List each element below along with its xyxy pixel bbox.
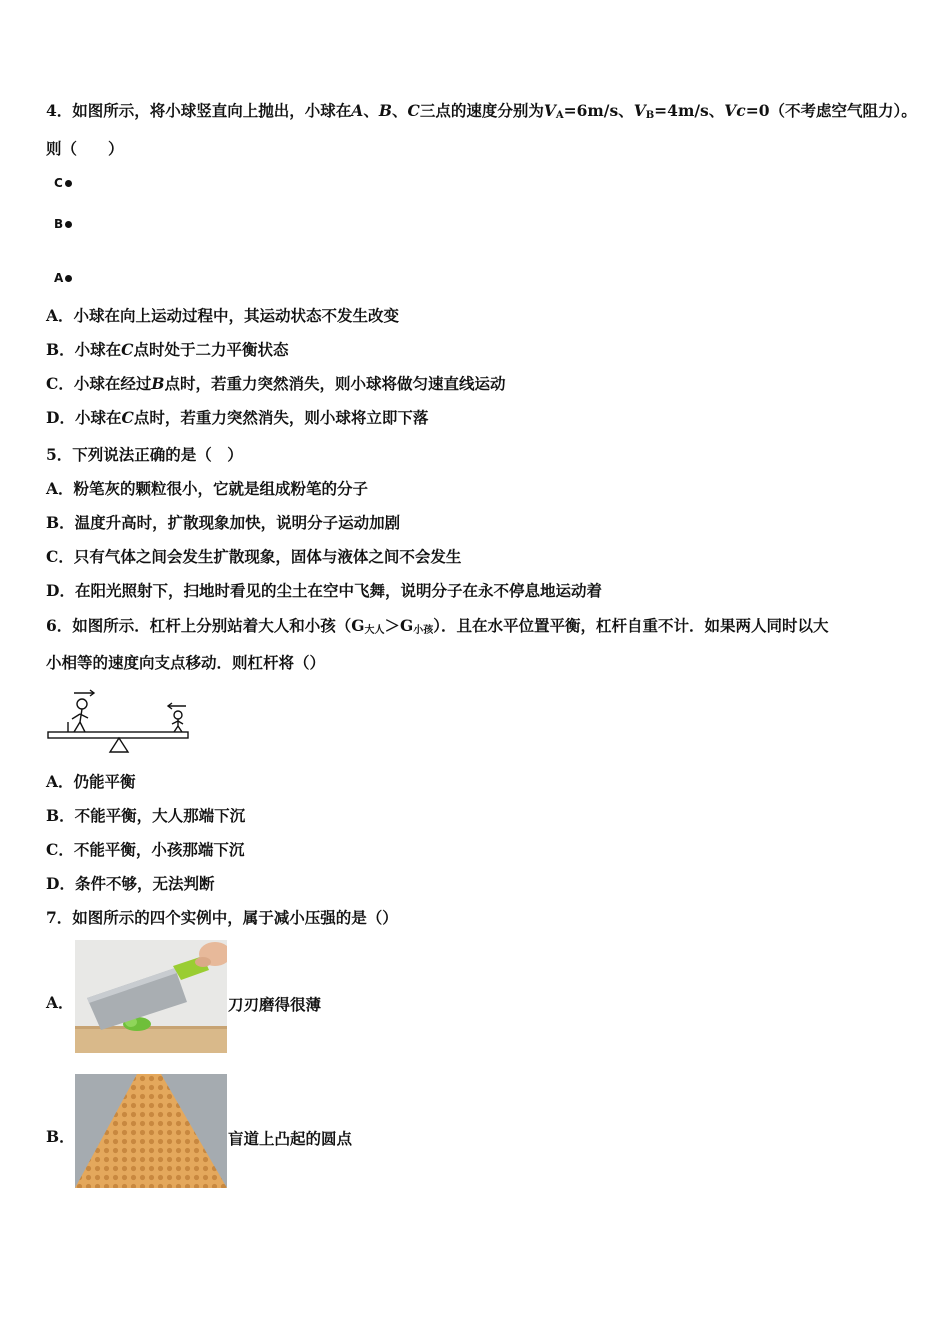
q4-option-c-var: B [151, 374, 165, 393]
q4-sep1: 、 [363, 101, 379, 120]
q4-option-c-post: 点时，若重力突然消失，则小球将做匀速直线运动 [164, 374, 506, 393]
q7-stem: 7．如图所示的四个实例中，属于减小压强的是（） [46, 908, 398, 927]
q4-stem-line2: 则（ ） [46, 139, 124, 158]
ball-dot-icon [65, 180, 72, 187]
q4-option-a [46, 306, 399, 326]
child-figure-icon [172, 711, 183, 732]
q4-va-val: =6m/s、 [563, 101, 634, 120]
knife-cutting-photo [75, 940, 227, 1053]
q4-option-d-key: D． [46, 408, 75, 427]
q4-option-c [46, 374, 505, 394]
q4-vc-val: =0（不考虑空气阻力）。 [745, 101, 917, 120]
q4-option-b [46, 340, 288, 360]
q4-vb-val: =4m/s、 [654, 101, 725, 120]
q4-point-c [54, 176, 72, 190]
q4-vb-sub: B [645, 110, 655, 121]
tactile-paving-photo [75, 1074, 227, 1188]
q6-option-a: A．仍能平衡 [46, 772, 136, 791]
q6-option-b: B．不能平衡，大人那端下沉 [46, 806, 246, 825]
q4-option-d-var: C [121, 408, 134, 427]
q4-point-c-label: C [54, 176, 63, 190]
q4-vb: V [633, 101, 646, 120]
arrow-right-icon [74, 690, 94, 696]
q7-option-a-caption: 刀刃磨得很薄 [228, 995, 322, 1014]
q6-stem-line2: 小相等的速度向支点移动．则杠杆将（） [46, 653, 326, 672]
q4-option-d-pre: 小球在 [74, 408, 122, 427]
q4-stem-line1 [46, 101, 917, 126]
q4-option-b-pre: 小球在 [74, 340, 122, 359]
q4-option-d [46, 408, 428, 428]
q5-stem: 5．下列说法正确的是（ ） [46, 445, 243, 464]
q7-option-b-caption: 盲道上凸起的圆点 [228, 1129, 353, 1148]
q5-option-c: C．只有气体之间会发生扩散现象，固体与液体之间不会发生 [46, 547, 462, 566]
fulcrum-triangle-icon [110, 738, 128, 752]
q6-gt: ＞G [384, 616, 414, 635]
q4-option-c-key: C． [46, 374, 74, 393]
lever-seesaw-figure [44, 688, 194, 758]
ball-dot-icon [65, 221, 72, 228]
q6-stem-a: 6．如图所示．杠杆上分别站着大人和小孩（G [46, 616, 365, 635]
q5-option-a: A．粉笔灰的颗粒很小，它就是组成粉笔的分子 [46, 479, 369, 498]
q6-sub-child: 小孩 [413, 625, 434, 636]
q4-vc: Vc [724, 101, 746, 120]
ball-dot-icon [65, 275, 72, 282]
q4-option-b-var: C [121, 340, 134, 359]
q7-option-b-key: B． [46, 1127, 75, 1146]
q4-var-b: B [378, 101, 392, 120]
q4-point-a-label: A [54, 271, 64, 285]
q4-stem-a: 4．如图所示，将小球竖直向上抛出，小球在 [46, 101, 352, 120]
q4-var-c: C [407, 101, 420, 120]
q6-option-c: C．不能平衡，小孩那端下沉 [46, 840, 245, 859]
q4-point-a [54, 271, 72, 285]
q6-stem-line1 [46, 616, 829, 641]
q4-point-b-label: B [54, 217, 64, 231]
q4-option-b-key: B． [46, 340, 75, 359]
q4-va-sub: A [555, 110, 564, 121]
q4-option-b-post: 点时处于二力平衡状态 [133, 340, 289, 359]
q4-option-a-text: 小球在向上运动过程中，其运动状态不发生改变 [73, 306, 400, 325]
q4-sep2: 、 [391, 101, 408, 120]
q4-var-a: A [351, 101, 364, 120]
q6-option-d: D．条件不够，无法判断 [46, 874, 215, 893]
lever-plank [48, 732, 188, 738]
q4-stem-b: 三点的速度分别为 [419, 101, 544, 120]
adult-figure-icon [68, 699, 88, 732]
q6-sub-adult: 大人 [364, 625, 385, 636]
q5-option-b: B．温度升高时，扩散现象加快，说明分子运动加剧 [46, 513, 401, 532]
q4-option-d-post: 点时，若重力突然消失，则小球将立即下落 [133, 408, 429, 427]
q4-point-b [54, 217, 72, 231]
q7-option-a-key: A． [46, 993, 74, 1012]
q4-option-c-pre: 小球在经过 [73, 374, 152, 393]
q5-option-d: D．在阳光照射下，扫地时看见的尘土在空中飞舞，说明分子在永不停息地运动着 [46, 581, 602, 600]
arrow-left-icon [168, 703, 186, 709]
q6-stem-b: ）．且在水平位置平衡，杠杆自重不计．如果两人同时以大 [433, 616, 829, 635]
q4-option-a-key: A． [46, 306, 74, 325]
q4-va: V [543, 101, 556, 120]
